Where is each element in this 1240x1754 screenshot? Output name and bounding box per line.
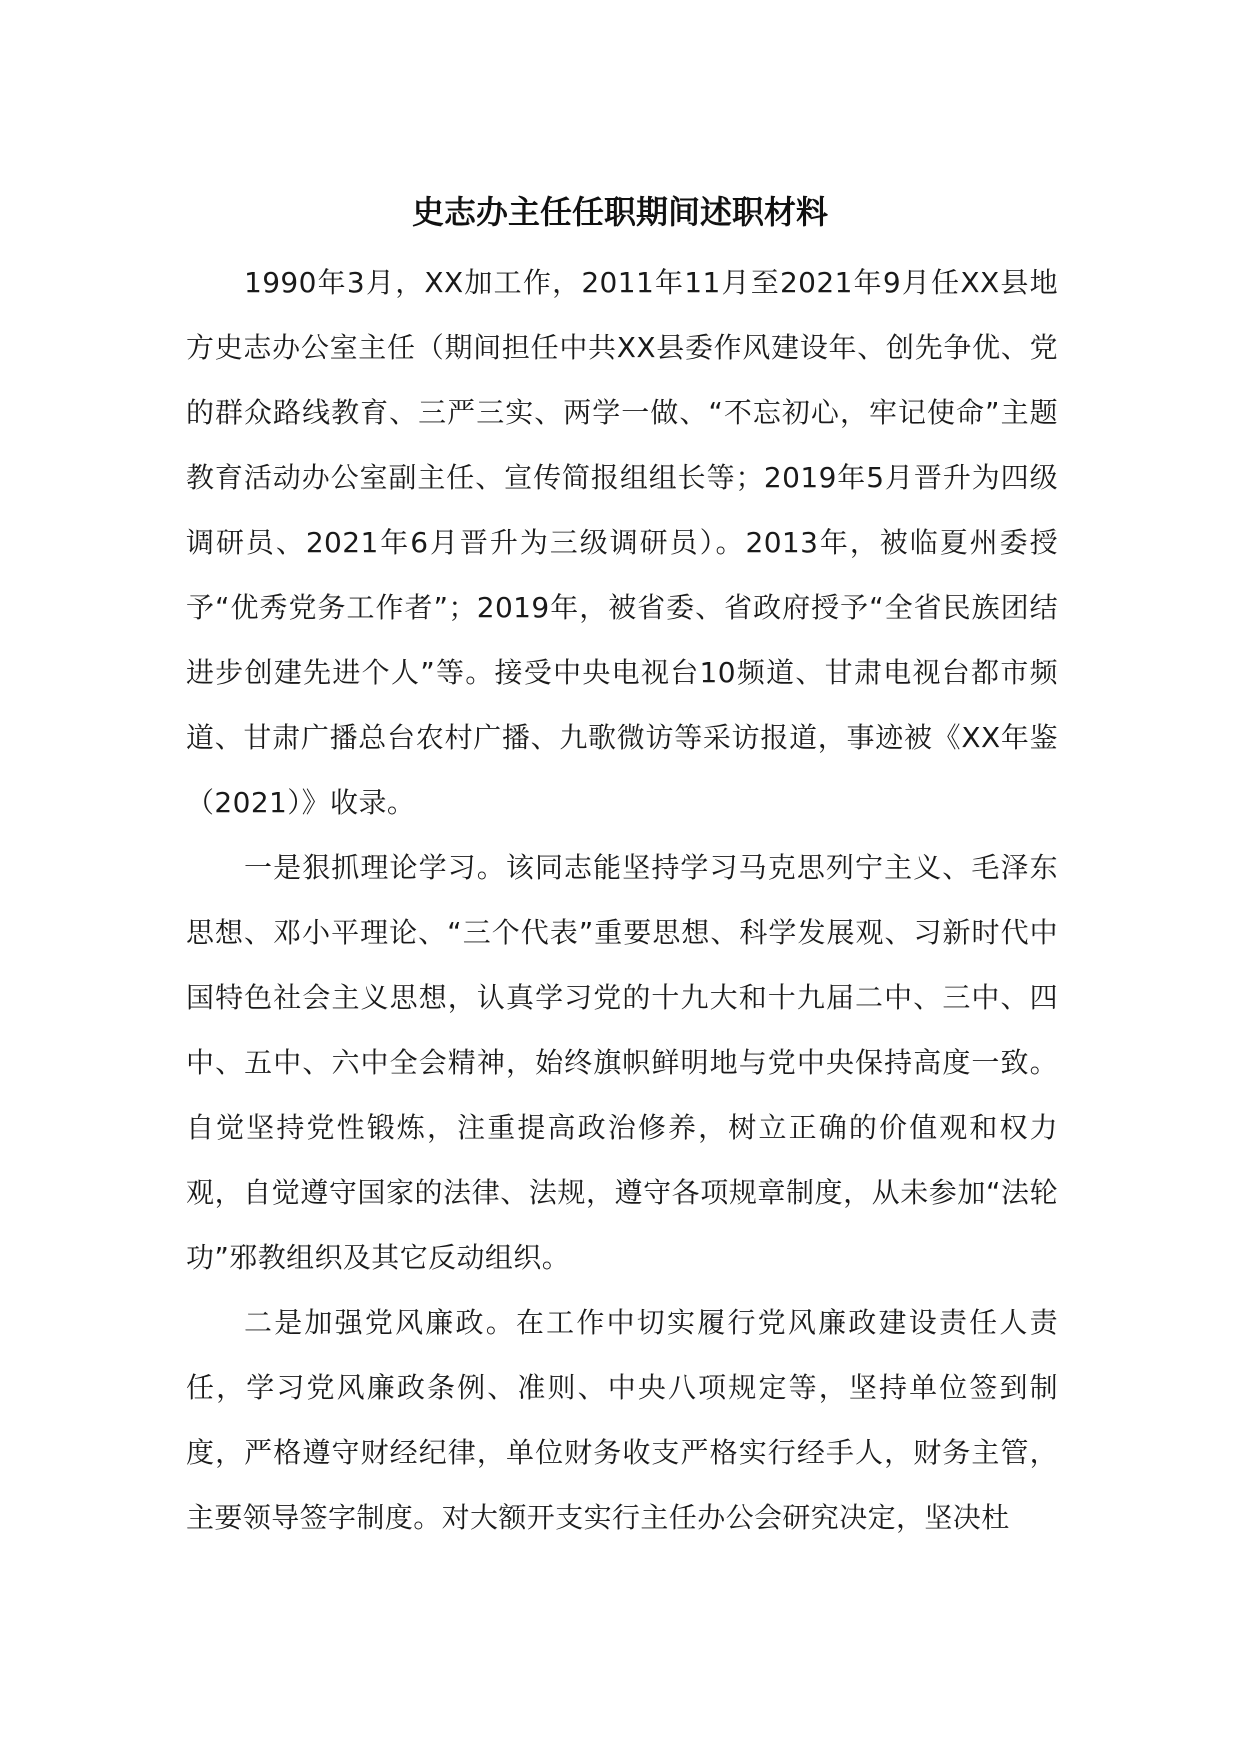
paragraph-background: 1990年3月，XX加工作，2011年11月至2021年9月任XX县地方史志办公室主任（期间担任中共XX县委作风建设年、创先争优、党的群众路线教育、三严三实、两学一做、“不忘初心，牢记使命”主题教育活动办公室副主任、宣传简报组组长等；2019年5月晋升为四级调研员、2021年6月晋升为三级调研员）。2013年，被临夏州委授予“优秀党务工作者”；2019年，被省委、省政府授予“全省民族团结进步创建先进个人”等。接受中央电视台10频道、甘肃电视台都市频道、甘肃广播总台农村广播、九歌微访等采访报道，事迹被《XX年鉴（2021）》收录。: [186, 266, 1058, 819]
paragraph-integrity: 二是加强党风廉政。在工作中切实履行党风廉政建设责任人责任，学习党风廉政条例、准则、中央八项规定等，坚持单位签到制度，严格遵守财经纪律，单位财务收支严格实行经手人，财务主管，主要领导签字制度。对大额开支实行主任办公会研究决定，坚决杜: [186, 1306, 1058, 1534]
document-title: 史志办主任任职期间述职材料: [411, 193, 828, 231]
paragraph-theory-study: 一是狠抓理论学习。该同志能坚持学习马克思列宁主义、毛泽东思想、邓小平理论、“三个代表”重要思想、科学发展观、习新时代中国特色社会主义思想，认真学习党的十九大和十九届二中、三中、四中、五中、六中全会精神，始终旗帜鲜明地与党中央保持高度一致。自觉坚持党性锻炼，注重提高政治修养，树立正确的价值观和权力观，自觉遵守国家的法律、法规，遵守各项规章制度，从未参加“法轮功”邪教组织及其它反动组织。: [186, 851, 1058, 1274]
document-body: [186, 250, 1058, 1550]
